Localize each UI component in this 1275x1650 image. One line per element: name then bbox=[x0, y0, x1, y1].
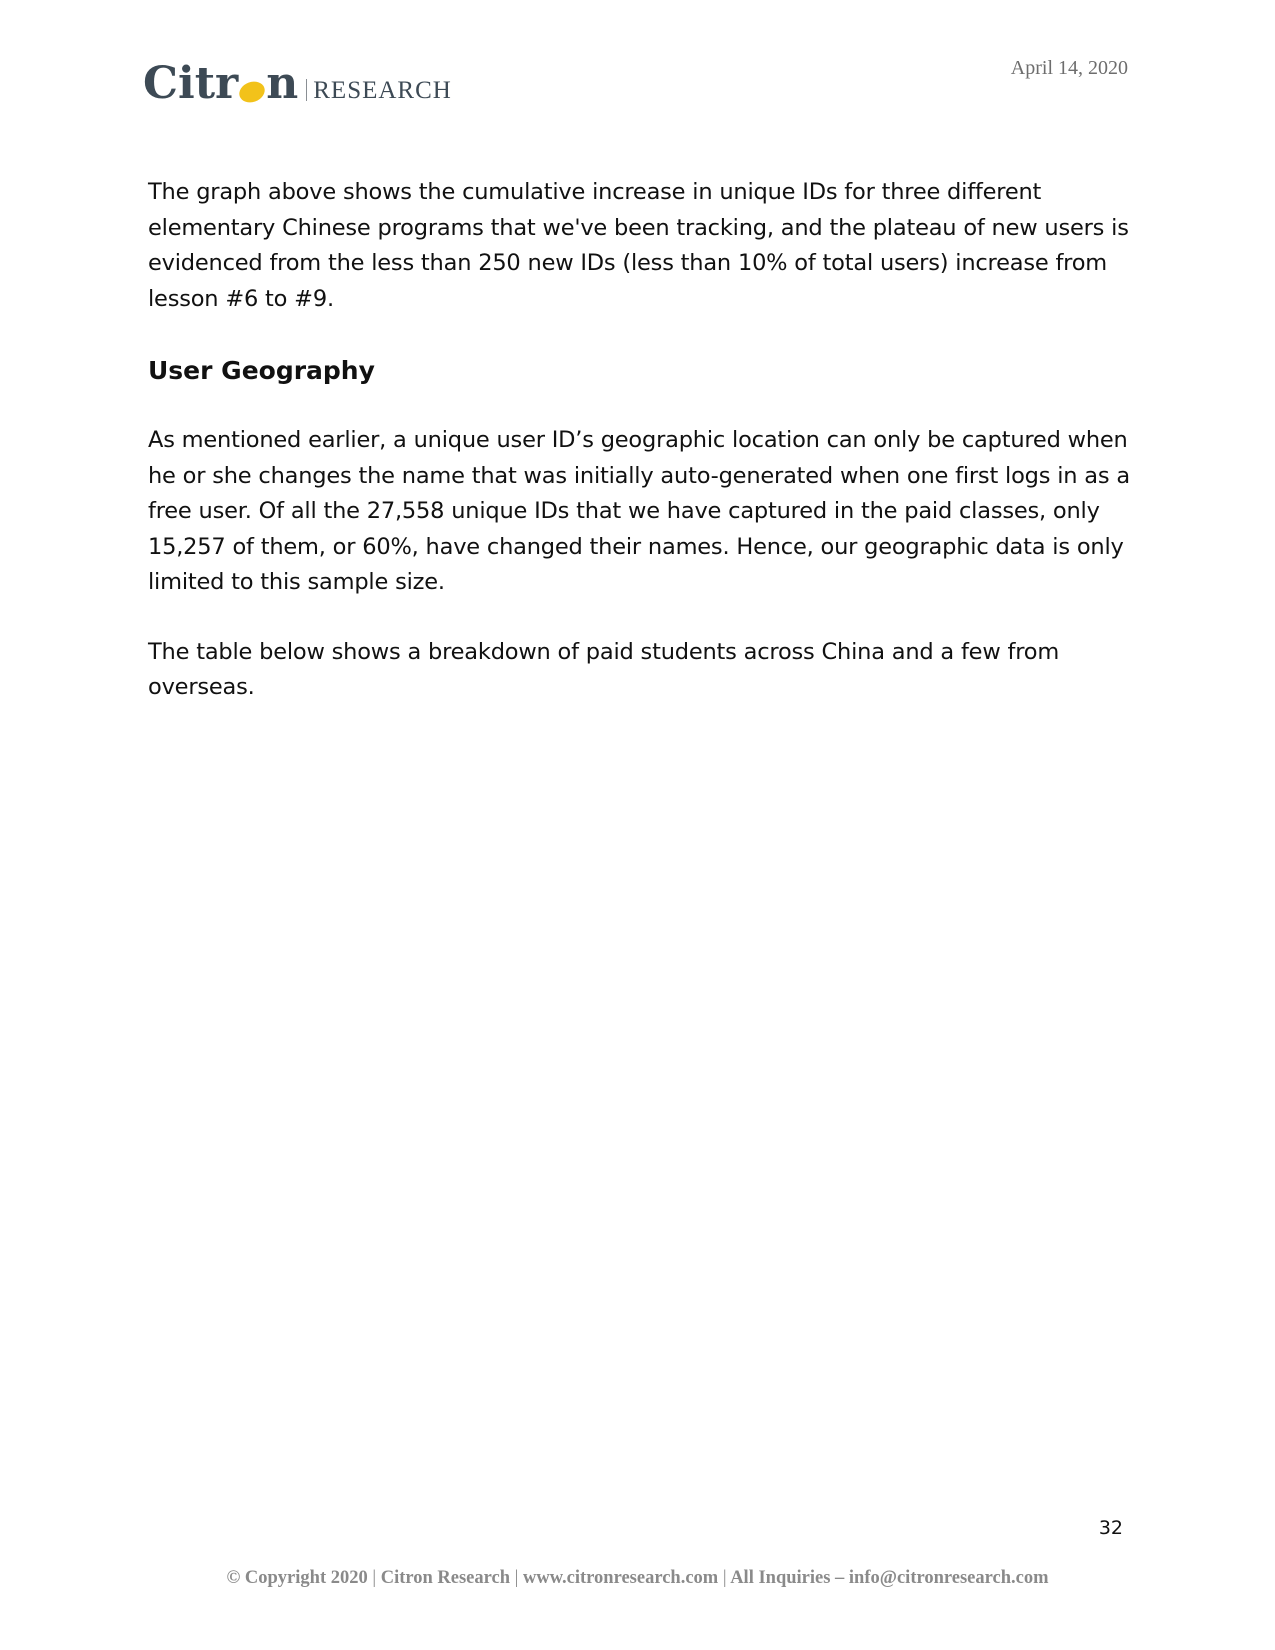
citron-research-logo bbox=[143, 56, 452, 109]
footer-separator: | bbox=[372, 1568, 377, 1588]
footer-copyright: © Copyright 2020 bbox=[226, 1568, 368, 1588]
logo-text-left: Citr bbox=[143, 58, 239, 109]
page-header bbox=[0, 0, 1275, 140]
body-paragraph-1: The graph above shows the cumulative increase in unique IDs for three different elementary Chinese programs that we've been tracking, and the plateau of new users is evidenced from the less than 250 new IDs (less than 10% of total users) increase from lesson #6 to #9. bbox=[148, 179, 1129, 312]
logo-wordmark bbox=[143, 58, 299, 109]
page-number: 32 bbox=[1098, 1517, 1123, 1539]
report-date: April 14, 2020 bbox=[1010, 57, 1128, 79]
logo-divider bbox=[306, 79, 307, 101]
body-paragraph-2: As mentioned earlier, a unique user ID’s geographic location can only be captured when he or she changes the name that was initially auto-generated when one first logs in as a free user. Of all the 27,558 unique IDs that we have captured in the paid classes, only 15,257 of them, or 60%, have changed their names. Hence, our geographic data is only limited to this sample size. bbox=[148, 427, 1130, 595]
footer-inquiries-link[interactable]: All Inquiries – info@citronresearch.com bbox=[730, 1568, 1049, 1588]
section-heading: User Geography bbox=[148, 356, 375, 385]
footer-separator: | bbox=[722, 1568, 727, 1588]
footer-separator: | bbox=[514, 1568, 519, 1588]
body-paragraph-3: The table below shows a breakdown of paid students across China and a few from overseas. bbox=[148, 638, 1060, 700]
page-footer bbox=[0, 1568, 1275, 1589]
lemon-icon bbox=[237, 78, 268, 106]
logo-subtitle: RESEARCH bbox=[313, 77, 452, 104]
page-body bbox=[148, 175, 1133, 706]
footer-website-link[interactable]: www.citronresearch.com bbox=[522, 1568, 719, 1588]
logo-text-right: n bbox=[266, 58, 299, 109]
footer-company: Citron Research bbox=[380, 1568, 511, 1588]
